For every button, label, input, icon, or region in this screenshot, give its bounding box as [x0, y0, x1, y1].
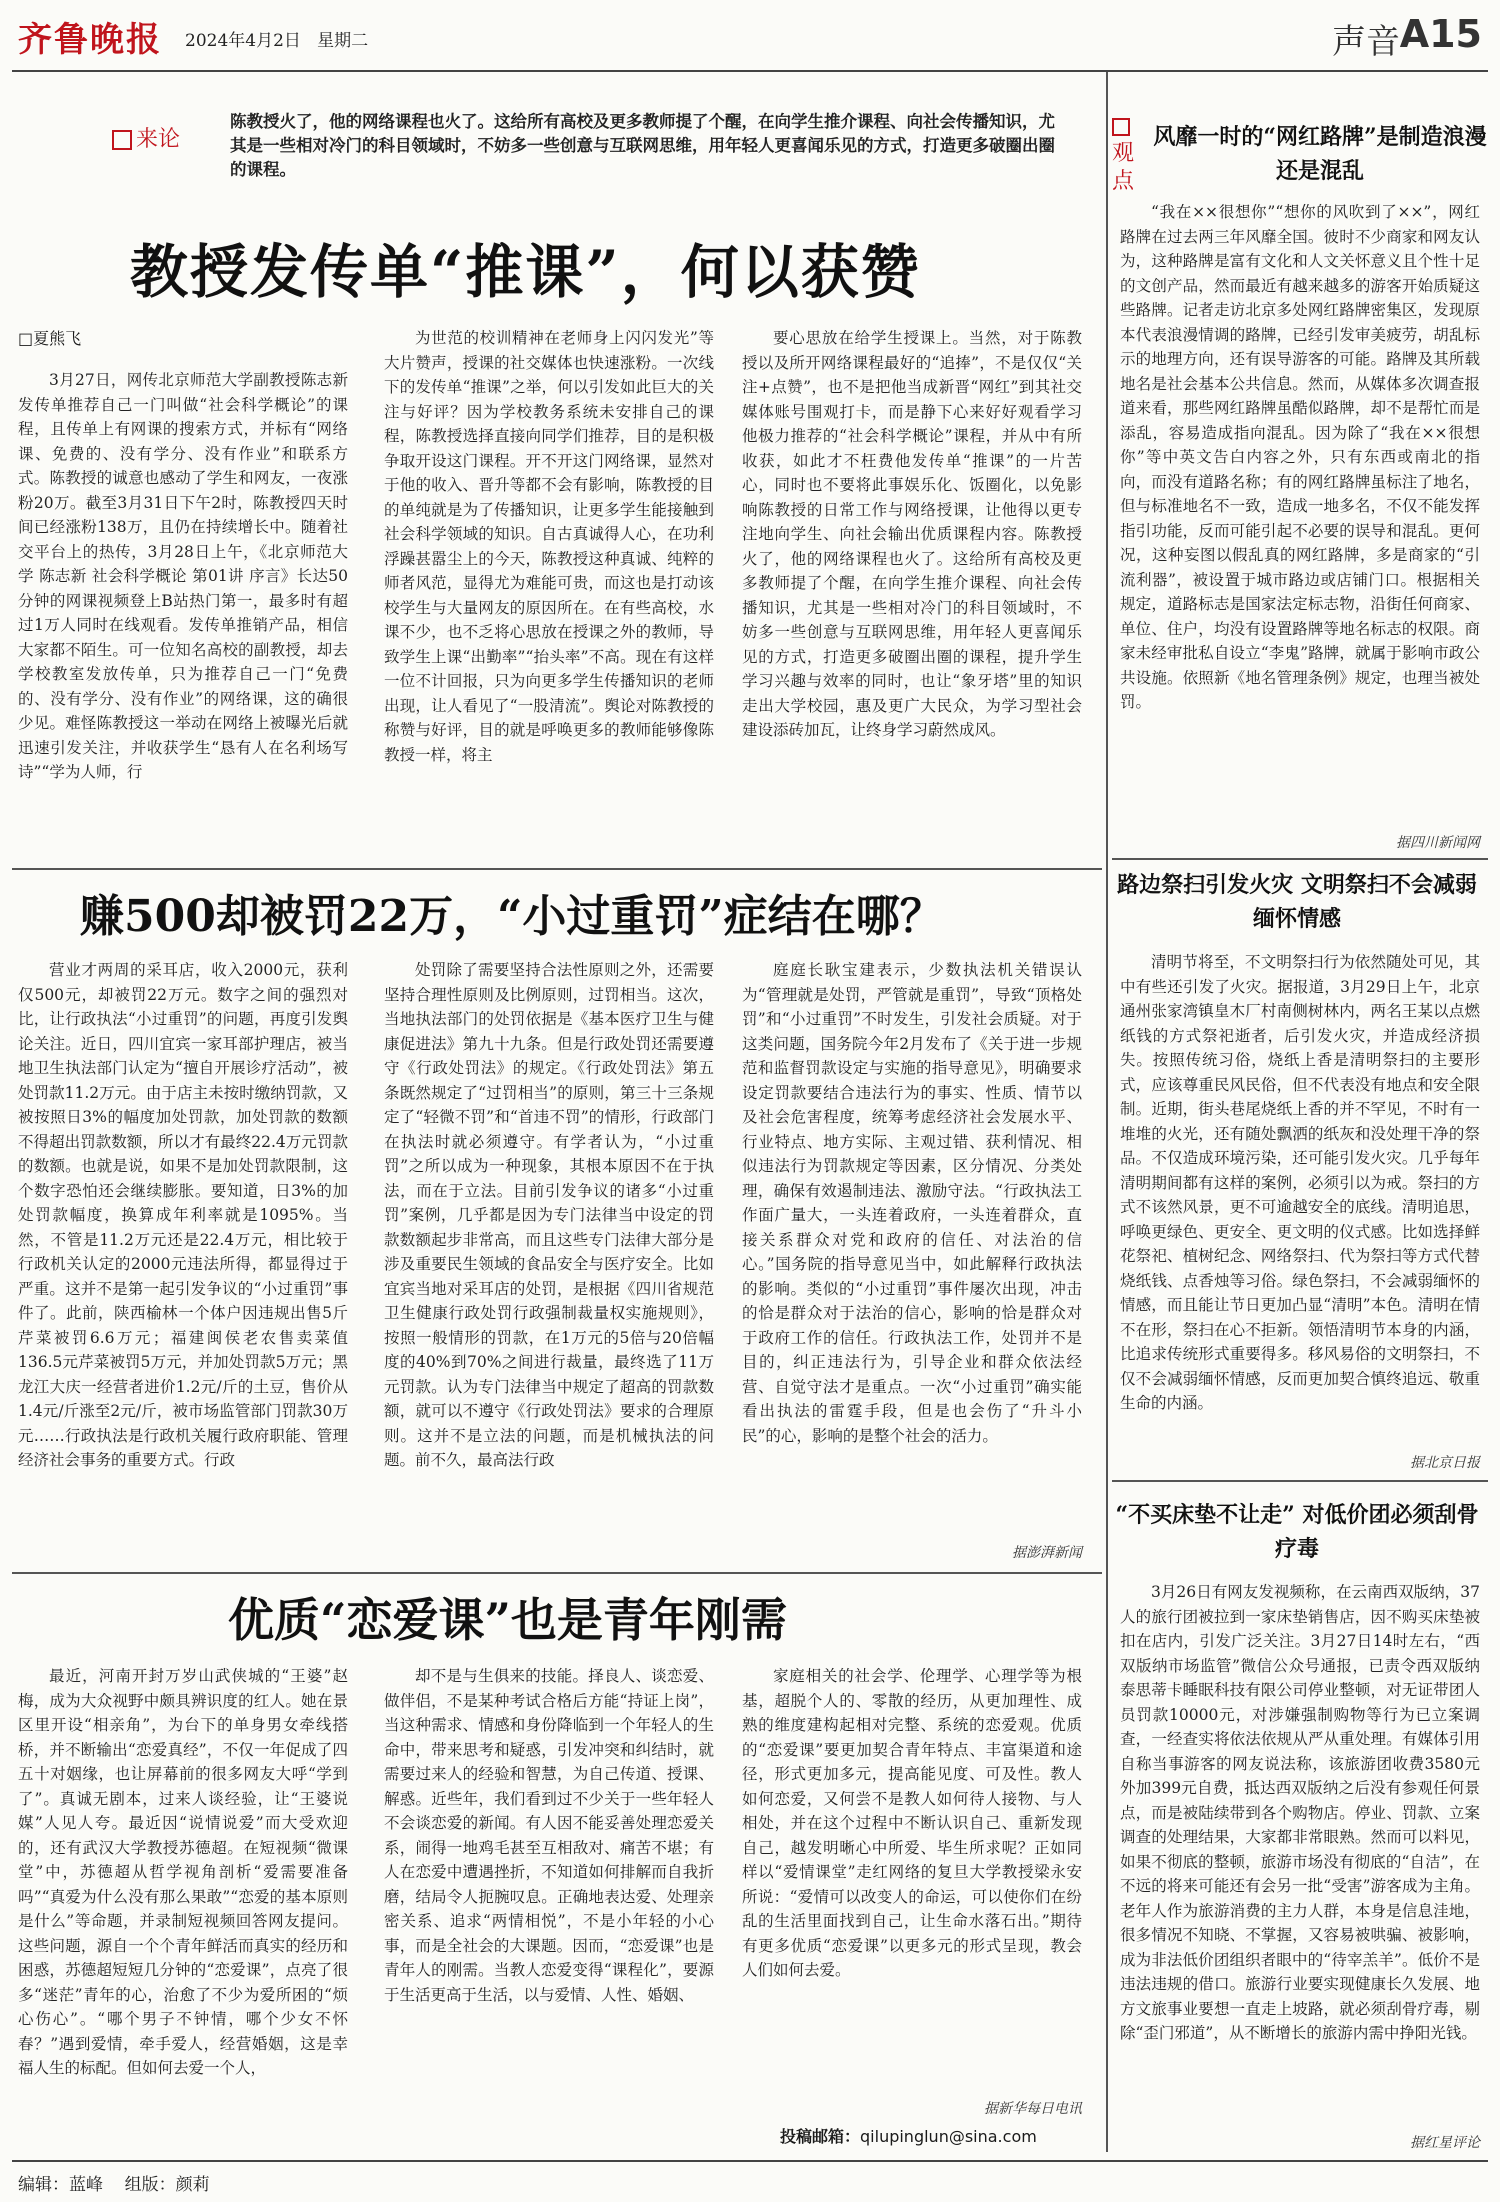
sidebar-a1-body-box [1120, 200, 1480, 830]
masthead [0, 0, 1500, 64]
sidebar-divider-2 [1112, 1480, 1488, 1482]
article3-column-2 [384, 1664, 714, 2154]
sidebar-a2-body-box [1120, 950, 1480, 1450]
divider-1 [12, 868, 1102, 870]
main-headline: 教授发传单“推课”，何以获赞 [130, 238, 921, 306]
sidebar-a1-title: 风靡一时的“网红路牌”是制造浪漫还是混乱 [1153, 124, 1487, 184]
footer-design: 组版：颜莉 [124, 2175, 210, 2195]
mailbox-label: 投稿邮箱： [780, 2127, 861, 2146]
sidebar-a2-title: 路边祭扫引发火灾 文明祭扫不会减弱缅怀情感 [1117, 872, 1477, 932]
article2-column-3 [742, 958, 1082, 1538]
article2-column-1 [18, 958, 348, 1564]
tag-label: 来论 [136, 127, 181, 152]
article2-source: 据澎湃新闻 [1012, 1545, 1082, 1561]
article2-column-2 [384, 958, 714, 1564]
footer [18, 2170, 210, 2195]
main-column-2 [384, 326, 714, 858]
a3-col2-text: 却不是与生俱来的技能。择良人、谈恋爱、做伴侣，不是某种考试合格后方能“持证上岗”，当这种需求、情感和身份降临到一个年轻人的生命中，带来思考和疑惑，引发冲突和纠结时，就需要过来人的经验和智慧，为自己传道、授课、解惑。近些年，我们看到过不少关于一些年轻人不会谈恋爱的新闻。有人因不能妥善处理恋爱关系，闹得一地鸡毛甚至互相敌对、痛苦不堪；有人在恋爱中遭遇挫折，不知道如何排解而自我折磨，结局令人扼腕叹息。正确地表达爱、处理亲密关系、追求“两情相悦”，不是小年轻的小心事，而是全社会的大课题。因而，“恋爱课”也是青年人的刚需。当教人恋爱变得“课程化”，要源于生活更高于生活，以与爱情、人性、婚姻、 [384, 1667, 714, 2004]
article3-headline: 优质“恋爱课”也是青年刚需 [228, 1593, 787, 1647]
main-column-1 [18, 368, 348, 858]
sidebar-a1-body: “我在××很想你”“想你的风吹到了××”，网红路牌在过去两三年风靡全国。彼时不少商家和网友认为，这种路牌是富有文化和人文关怀意义且个性十足的文创产品，然而最近有越来越多的游客开始质疑这些路牌。记者走访北京多处网红路牌密集区，发现原本代表浪漫情调的路牌，已经引发审美疲劳，胡乱标示的地理方向，还有误导游客的可能。路牌及其所载地名是社会基本公共信息。然而，从媒体多次调查报道来看，那些网红路牌虽酷似路牌，却不是帮忙而是添乱，容易造成指向混乱。因为除了“我在××很想你”等中英文告白内容之外，只有东西或南北的指向，而没有道路名称；有的网红路牌虽标注了地名，但与标准地名不一致，造成一地多名，不仅不能发挥指引功能，反而可能引起不必要的误导和混乱。更何况，这种妄图以假乱真的网红路牌，多是商家的“引流利器”，被设置于城市路边或店铺门口。根据相关规定，道路标志是国家法定标志物，沿街任何商家、单位、住户，均没有设置路牌等地名标志的权限。商家未经审批私自设立“李鬼”路牌，就属于影响市政公共设施。依照新《地名管理条例》规定，也理当被处罚。 [1120, 203, 1480, 711]
main-col3-text: 要心思放在给学生授课上。当然，对于陈教授以及所开网络课程最好的“追捧”，不是仅仅“关注+点赞”，也不是把他当成新晋“网红”到其社交媒体账号围观打卡，而是静下心来好好观看学习他极力推荐的“社会科学概论”课程，并从中有所收获，如此才不枉费他发传单“推课”的一片苦心，同时也不要将此事娱乐化、饭圈化，以免影响陈教授的日常工作与网络授课，让他得以更专注地向学生、向社会输出优质课程内容。陈教授火了，他的网络课程也火了。这给所有高校及更多教师提了个醒，在向学生推介课程、向社会传播知识，尤其是一些相对冷门的科目领域时，不妨多一些创意与互联网思维，用年轻人更喜闻乐见的方式，打造更多破圈出圈的课程，提升学生学习兴趣与效率的同时，也让“象牙塔”里的知识走出大学校园，惠及更广大民众，为学习型社会建设添砖加瓦，让终身学习蔚然成风。 [742, 329, 1082, 739]
footer-rule [12, 2160, 1488, 2162]
a2-col1-text: 营业才两周的采耳店，收入2000元，获利仅500元，却被罚22万元。数字之间的强烈对比，让行政执法“小过重罚”的问题，再度引发舆论关注。近日，四川宜宾一家耳部护理店，被当地卫生执法部门认定为“擅自开展诊疗活动”，被处罚款11.2万元。由于店主未按时缴纳罚款，又被按照日3%的幅度加处罚款，加处罚款的数额不得超出罚款数额，所以才有最终22.4万元罚款的数额。也就是说，如果不是加处罚款限制，这个数字恐怕还会继续膨胀。要知道，日3%的加处罚款幅度，换算成年利率就是1095%。当然，不管是11.2万元还是22.4万元，相比较于行政机关认定的2000元违法所得，都显得过于严重。这并不是第一起引发争议的“小过重罚”事件了。此前，陕西榆林一个体户因违规出售5斤芹菜被罚6.6万元；福建闽侯老农售卖菜值136.5元芹菜被罚5万元，并加处罚款5万元；黑龙江大庆一经营者进价1.2元/斤的土豆，售价从1.4元/斤涨至2元/斤，被市场监管部门罚款30万元……行政执法是行政机关履行政府职能、管理经济社会事务的重要方式。行政 [18, 961, 348, 1469]
issue-date [185, 26, 368, 51]
date-text: 2024年4月2日 [185, 31, 301, 51]
sidebar-divider-1 [1112, 858, 1488, 860]
divider-2 [12, 1572, 1102, 1574]
main-col2-text: 为世范的校训精神在老师身上闪闪发光”等大片赞声，授课的社交媒体也快速涨粉。一次线下的发传单“推课”之举，何以引发如此巨大的关注与好评？因为学校教务系统未安排自己的课程，陈教授选择直接向同学们推荐，目的是积极争取开设这门课程。开不开这门网络课，显然对于他的收入、晋升等都不会有影响，陈教授的目的单纯就是为了传播知识，让更多学生能接触到社会科学领域的知识。自古真诚得人心，在功利浮躁甚嚣尘上的今天，陈教授这种真诚、纯粹的师者风范，显得尤为难能可贵，而这也是打动该校学生与大量网友的原因所在。在有些高校，水课不少，也不乏将心思放在授课之外的教师，导致学生上课“出勤率”“抬头率”不高。现在有这样一位不计回报，只为向更多学生传播知识的老师出现，让人看见了“一股清流”。舆论对陈教授的称赞与好评，目的就是呼唤更多的教师能够像陈教授一样，将主 [384, 329, 714, 764]
sidebar-tag-box-icon [1112, 118, 1130, 136]
top-rule [12, 70, 1488, 72]
sidebar-a3-body: 3月26日有网友发视频称，在云南西双版纳，37人的旅行团被拉到一家床垫销售店，因不购买床垫被扣在店内，引发广泛关注。3月27日14时左右，“西双版纳市场监管”微信公众号通报，已责令西双版纳泰思蒂卡睡眠科技有限公司停业整顿，对无证带团人员罚款10000元，对涉嫌强制购物等行为已立案调查，一经查实将依法依规从严从重处理。有媒体引用自称当事游客的网友说法称，该旅游团收费3580元外加399元自费，抵达西双版纳之后没有参观任何景点，而是被陆续带到各个购物店。停业、罚款、立案调查的处理结果，大家都非常眼熟。然而可以料见，如果不彻底的整顿，旅游市场没有彻底的“自洁”，在不远的将来可能还有会另一批“受害”游客成为主角。老年人作为旅游消费的主力人群，本身是信息洼地，很多情况不知晓、不掌握，又容易被哄骗、被影响，成为非法低价团组织者眼中的“待宰羔羊”。低价不是违法违规的借口。旅游行业要实现健康长久发展、地方文旅事业要想一直走上坡路，就必须刮骨疗毒，剔除“歪门邪道”，从不断增长的旅游内需中挣阳光钱。 [1120, 1583, 1480, 2042]
laillun-tag [112, 122, 180, 153]
main-column-3 [742, 326, 1082, 858]
sidebar-a2-source: 据北京日报 [1410, 1455, 1480, 1471]
footer-editor: 编辑：蓝峰 [18, 2175, 103, 2195]
article3-column-3 [742, 1664, 1082, 2094]
sidebar-a3-source: 据红星评论 [1410, 2135, 1480, 2151]
article3-column-1 [18, 1664, 348, 2154]
a3-col1-text: 最近，河南开封万岁山武侠城的“王婆”赵梅，成为大众视野中颇具辨识度的红人。她在景区里开设“相亲角”，为台下的单身男女牵线搭桥，并不断输出“恋爱真经”，不仅一年促成了四五十对姻缘，也让屏幕前的很多网友大呼“学到了”。真诚无剧本，过来人谈经验，让“王婆说媒”人见人夸。最近因“说情说爱”而大受欢迎的，还有武汉大学教授苏德超。在短视频“微课堂”中，苏德超从哲学视角剖析“爱需要准备吗”“真爱为什么没有那么果敢”“恋爱的基本原则是什么”等命题，并录制短视频回答网友提问。这些问题，源自一个个青年鲜活而真实的经历和困惑，苏德超短短几分钟的“恋爱课”，点亮了很多“迷茫”青年的心，治愈了不少为爱所困的“烦心伤心”。“哪个男子不钟情，哪个少女不怀春？”遇到爱情，牵手爱人，经营婚姻，这是幸福人生的标配。但如何去爱一个人， [18, 1667, 348, 2077]
column-divider [1106, 72, 1108, 2152]
sidebar-tag [1112, 118, 1136, 196]
sidebar-a3-body-box [1120, 1580, 1480, 2130]
a2-col3-text: 庭庭长耿宝建表示，少数执法机关错误认为“管理就是处罚，严管就是重罚”，导致“顶格处罚”和“小过重罚”不时发生，引发社会质疑。对于这类问题，国务院今年2月发布了《关于进一步规范和监督罚款设定与实施的指导意见》，明确要求设定罚款要结合违法行为的事实、性质、情节以及社会危害程度，统筹考虑经济社会发展水平、行业特点、地方实际、主观过错、获利情况、相似违法行为罚款规定等因素，区分情况、分类处理，确保有效遏制违法、激励守法。“行政执法工作面广量大，一头连着政府，一头连着群众，直接关系群众对党和政府的信任、对法治的信心。”国务院的指导意见当中，如此解释行政执法的影响。类似的“小过重罚”事件屡次出现，冲击的恰是群众对于法治的信心，影响的恰是群众对于政府工作的信任。行政执法工作，处罚并不是目的，纠正违法行为，引导企业和群众依法经营、自觉守法才是重点。一次“小过重罚”确实能看出执法的雷霆手段，但是也会伤了“升斗小民”的心，影响的是整个社会的活力。 [742, 961, 1082, 1445]
mailbox [780, 2124, 1037, 2147]
sidebar-a2-body: 清明节将至，不文明祭扫行为依然随处可见，其中有些还引发了火灾。据报道，3月29日上午，北京通州张家湾镇皇木厂村南侧树林内，两名王某以点燃纸钱的方式祭祀逝者，后引发火灾，并造成经济损失。按照传统习俗，烧纸上香是清明祭扫的主要形式，应该尊重民风民俗，但不代表没有地点和安全限制。近期，街头巷尾烧纸上香的并不罕见，不时有一堆堆的火光，还有随处飘洒的纸灰和没处理干净的祭品。不仅造成环境污染，还可能引发火灾。几乎每年清明期间都有这样的案例，必须引以为戒。祭扫的方式不该然风景，更不可逾越安全的底线。清明追思，呼唤更绿色、更安全、更文明的仪式感。比如选择鲜花祭祀、植树纪念、网络祭扫、代为祭扫等方式代替烧纸钱、点香烛等习俗。绿色祭扫，不会减弱缅怀的情感，而且能让节日更加凸显“清明”本色。清明在情不在形，祭扫在心不拒新。领悟清明节本身的内涵，比追求传统形式重要得多。移风易俗的文明祭扫，不仅不会减弱缅怀情感，反而更加契合慎终追远、敬重生命的内涵。 [1120, 953, 1480, 1412]
lead-paragraph: 陈教授火了，他的网络课程也火了。这给所有高校及更多教师提了个醒，在向学生推介课程、向社会传播知识，尤其是一些相对冷门的科目领域时，不妨多一些创意与互联网思维，用年轻人更喜闻乐见的方式，打造更多破圈出圈的课程。 [230, 112, 1055, 179]
tag-box-icon [112, 130, 132, 150]
section-title: 声音 [1332, 22, 1400, 62]
sidebar-a1-source: 据四川新闻网 [1396, 835, 1480, 851]
page-number: A15 [1399, 12, 1482, 56]
sidebar-a3-title: “不买床垫不让走” 对低价团必须刮骨疗毒 [1115, 1502, 1479, 1562]
newspaper-logo: 齐鲁晚报 [18, 20, 162, 60]
weekday-text: 星期二 [317, 31, 369, 51]
mailbox-address[interactable]: qilupinglun@sina.com [860, 2127, 1037, 2146]
a2-col2-text: 处罚除了需要坚持合法性原则之外，还需要坚持合理性原则及比例原则，过罚相当。这次，当地执法部门的处罚依据是《基本医疗卫生与健康促进法》第九十九条。但是行政处罚还需要遵守《行政处罚法》的规定。《行政处罚法》第五条既然规定了“过罚相当”的原则，第三十三条规定了“轻微不罚”和“首违不罚”的情形，行政部门在执法时就必须遵守。有学者认为，“小过重罚”之所以成为一种现象，其根本原因不在于执法，而在于立法。目前引发争议的诸多“小过重罚”案例，几乎都是因为专门法律当中设定的罚款数额起步非常高，而且这些专门法律大部分是涉及重要民生领域的食品安全与医疗安全。比如宜宾当地对采耳店的处罚，是根据《四川省规范卫生健康行政处罚行政强制裁量权实施规则》，按照一般情形的罚款，在1万元的5倍与20倍幅度的40%到70%之间进行裁量，最终选了11万元罚款。认为专门法律当中规定了超高的罚款数额，就可以不遵守《行政处罚法》要求的合理原则。这并不是立法的问题，而是机械执法的问题。前不久，最高法行政 [384, 961, 714, 1469]
article2-headline: 赚500却被罚22万，“小过重罚”症结在哪？ [80, 891, 944, 942]
a3-col3-text: 家庭相关的社会学、伦理学、心理学等为根基，超脱个人的、零散的经历，从更加理性、成熟的维度建构起相对完整、系统的恋爱观。优质的“恋爱课”要更加契合青年特点、丰富渠道和途径，形式更加多元，提高能见度、可及性。教人如何恋爱，又何尝不是教人如何待人接物、与人相处，并在这个过程中不断认识自己、重新发现自己，越发明晰心中所爱、毕生所求呢？正如同样以“爱情课堂”走红网络的复旦大学教授梁永安所说：“爱情可以改变人的命运，可以使你们在纷乱的生活里面找到自己，让生命水落石出。”期待有更多优质“恋爱课”以更多元的形式呈现，教会人们如何去爱。 [742, 1667, 1082, 1979]
main-col1-text: 3月27日，网传北京师范大学副教授陈志新发传单推荐自己一门叫做“社会科学概论”的课程，且传单上有网课的搜索方式，并标有“网络课、免费的、没有学分、没有作业”和联系方式。陈教授的诚意也感动了学生和网友，一夜涨粉20万。截至3月31日下午2时，陈教授四天时间已经涨粉138万，且仍在持续增长中。随着社交平台上的热传，3月28日上午，《北京师范大学 陈志新 社会科学概论 第01讲 序言》长达50分钟的网课视频登上B站热门第一，最多时有超过1万人同时在线观看。发传单推销产品，相信大家都不陌生。可一位知名高校的副教授，却去学校教室发放传单，只为推荐自己一门“免费的、没有学分、没有作业”的网络课，这的确很少见。难怪陈教授这一举动在网络上被曝光后就迅速引发关注，并收获学生“恳有人在名利场写诗”“学为人师，行 [18, 371, 348, 781]
article3-source: 据新华每日电讯 [984, 2101, 1082, 2117]
sidebar-tag-label: 观点 [1112, 141, 1135, 194]
byline: □夏熊飞 [18, 329, 82, 348]
